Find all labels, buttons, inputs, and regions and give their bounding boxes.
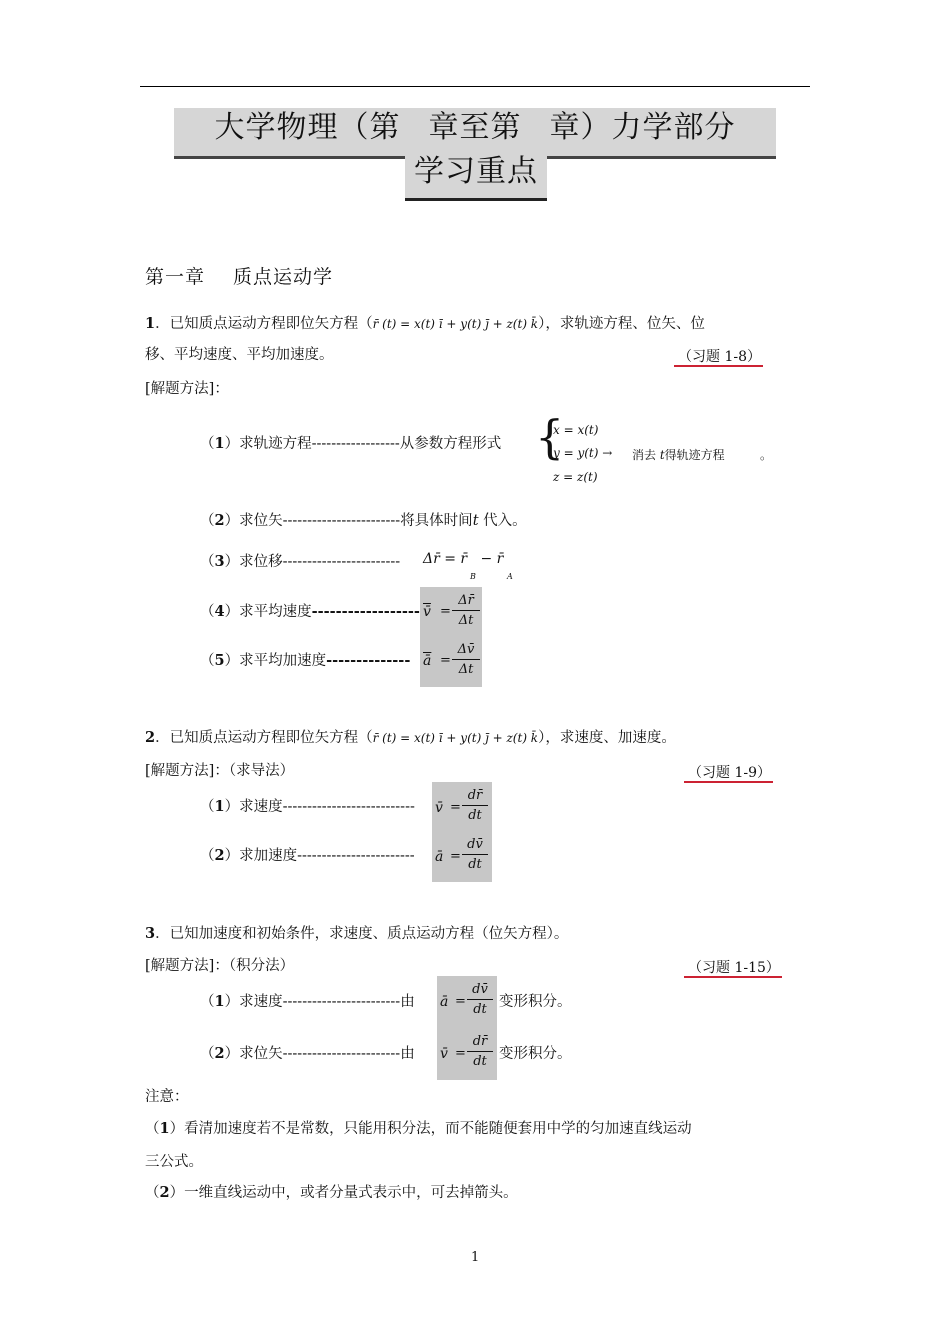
q1-step-2: （2）求位矢------------------------将具体时间t 代入。	[200, 512, 527, 529]
q2-step-1: （1）求速度---------------------------	[200, 798, 415, 815]
accel-symbol: ā	[440, 994, 449, 1010]
eliminate-note: 消去 t得轨迹方程	[632, 448, 725, 462]
q3-step-2-tail: 变形积分。	[499, 1046, 572, 1062]
doc-title-line1: 大学物理（第 章至第 章）力学部分	[174, 108, 776, 159]
equals-sign: =	[455, 1046, 466, 1061]
q1-step-5: （5）求平均加速度--------------	[200, 652, 411, 669]
avg-accel-symbol: $\overline{ā}$	[423, 653, 432, 669]
note-2: （2）一维直线运动中，或者分量式表示中，可去掉箭头。	[145, 1184, 518, 1201]
velocity-def-derivative: $\frac{dr̄}{dt}$	[467, 1033, 493, 1072]
position-vector-equation: r̄ (t) = x(t) ī + y(t) j̄ + z(t) k̄	[372, 731, 539, 745]
q3-method-label: [解题方法]：（积分法）	[145, 958, 295, 974]
equals-sign: =	[455, 994, 466, 1009]
subscript-b: B	[470, 572, 476, 581]
system-period: 。	[760, 448, 773, 462]
param-eq-x: x = x(t)	[553, 423, 599, 437]
note-1: （1）看清加速度若不是常数，只能用积分法，而不能随便套用中学的匀加速直线运动	[145, 1120, 692, 1137]
velocity-symbol: v̄	[440, 1046, 448, 1062]
equals-sign: =	[450, 800, 461, 815]
avg-velocity-fraction: $\frac{\Delta r̄}{\Delta t}$	[452, 592, 480, 631]
accel-symbol: ā	[435, 849, 444, 865]
q1-exercise-ref: （习题 1-8）	[674, 346, 763, 366]
q2-step-2: （2）求加速度------------------------	[200, 847, 415, 864]
avg-accel-fraction: $\frac{\Delta v̄}{\Delta t}$	[452, 641, 480, 680]
position-vector-equation: r̄ (t) = x(t) ī + y(t) j̄ + z(t) k̄	[372, 317, 539, 331]
q1-step-3: （3）求位移------------------------	[200, 553, 401, 570]
q1-statement: 1．已知质点运动方程即位矢方程（r̄ (t) = x(t) ī + y(t) j̄ + z(t) k̄），求轨迹方程、位矢、位	[145, 315, 705, 332]
subscript-a: A	[507, 572, 513, 581]
q1-step-1: （1）求轨迹方程------------------从参数方程形式	[200, 435, 502, 452]
avg-velocity-symbol: v̄	[423, 604, 431, 620]
q3-step-2: （2）求位矢------------------------由	[200, 1045, 415, 1062]
velocity-symbol: v̄	[435, 800, 443, 816]
velocity-derivative: $\frac{dr̄}{dt}$	[462, 787, 488, 826]
equals-sign: =	[440, 653, 451, 668]
param-eq-z: z = z(t)	[553, 470, 598, 484]
doc-title-line2: 学习重点	[405, 152, 547, 201]
q2-exercise-ref: （习题 1-9）	[684, 762, 773, 782]
param-eq-y: y = y(t) →	[553, 446, 613, 460]
q3-step-1: （1）求速度------------------------由	[200, 993, 415, 1010]
q2-method-label: [解题方法]：（求导法）	[145, 763, 295, 779]
displacement-formula: Δr̄ = r̄ − r̄	[423, 551, 504, 567]
q1-statement-cont: 移、平均速度、平均加速度。	[145, 347, 334, 363]
note-1-cont: 三公式。	[145, 1154, 203, 1170]
q2-statement: 2．已知质点运动方程即位矢方程（r̄ (t) = x(t) ī + y(t) j̄ + z(t) k̄），求速度、加速度。	[145, 729, 676, 746]
q3-exercise-ref: （习题 1-15）	[684, 957, 782, 977]
chapter-heading: 第一章 质点运动学	[145, 266, 334, 288]
header-rule	[140, 86, 810, 87]
system-brace: {	[535, 410, 565, 464]
q3-statement: 3．已知加速度和初始条件，求速度、质点运动方程（位矢方程）。	[145, 925, 569, 942]
q1-method-label: [解题方法]：	[145, 381, 229, 397]
accel-derivative: $\frac{dv̄}{dt}$	[462, 836, 488, 875]
equals-sign: =	[450, 849, 461, 864]
q3-step-1-tail: 变形积分。	[499, 994, 572, 1010]
equals-sign: =	[440, 604, 451, 619]
accel-def-derivative: $\frac{dv̄}{dt}$	[467, 981, 493, 1020]
q1-step-4: （4）求平均速度------------------	[200, 603, 420, 620]
notes-title: 注意：	[145, 1089, 189, 1105]
page-number: 1	[471, 1250, 480, 1265]
